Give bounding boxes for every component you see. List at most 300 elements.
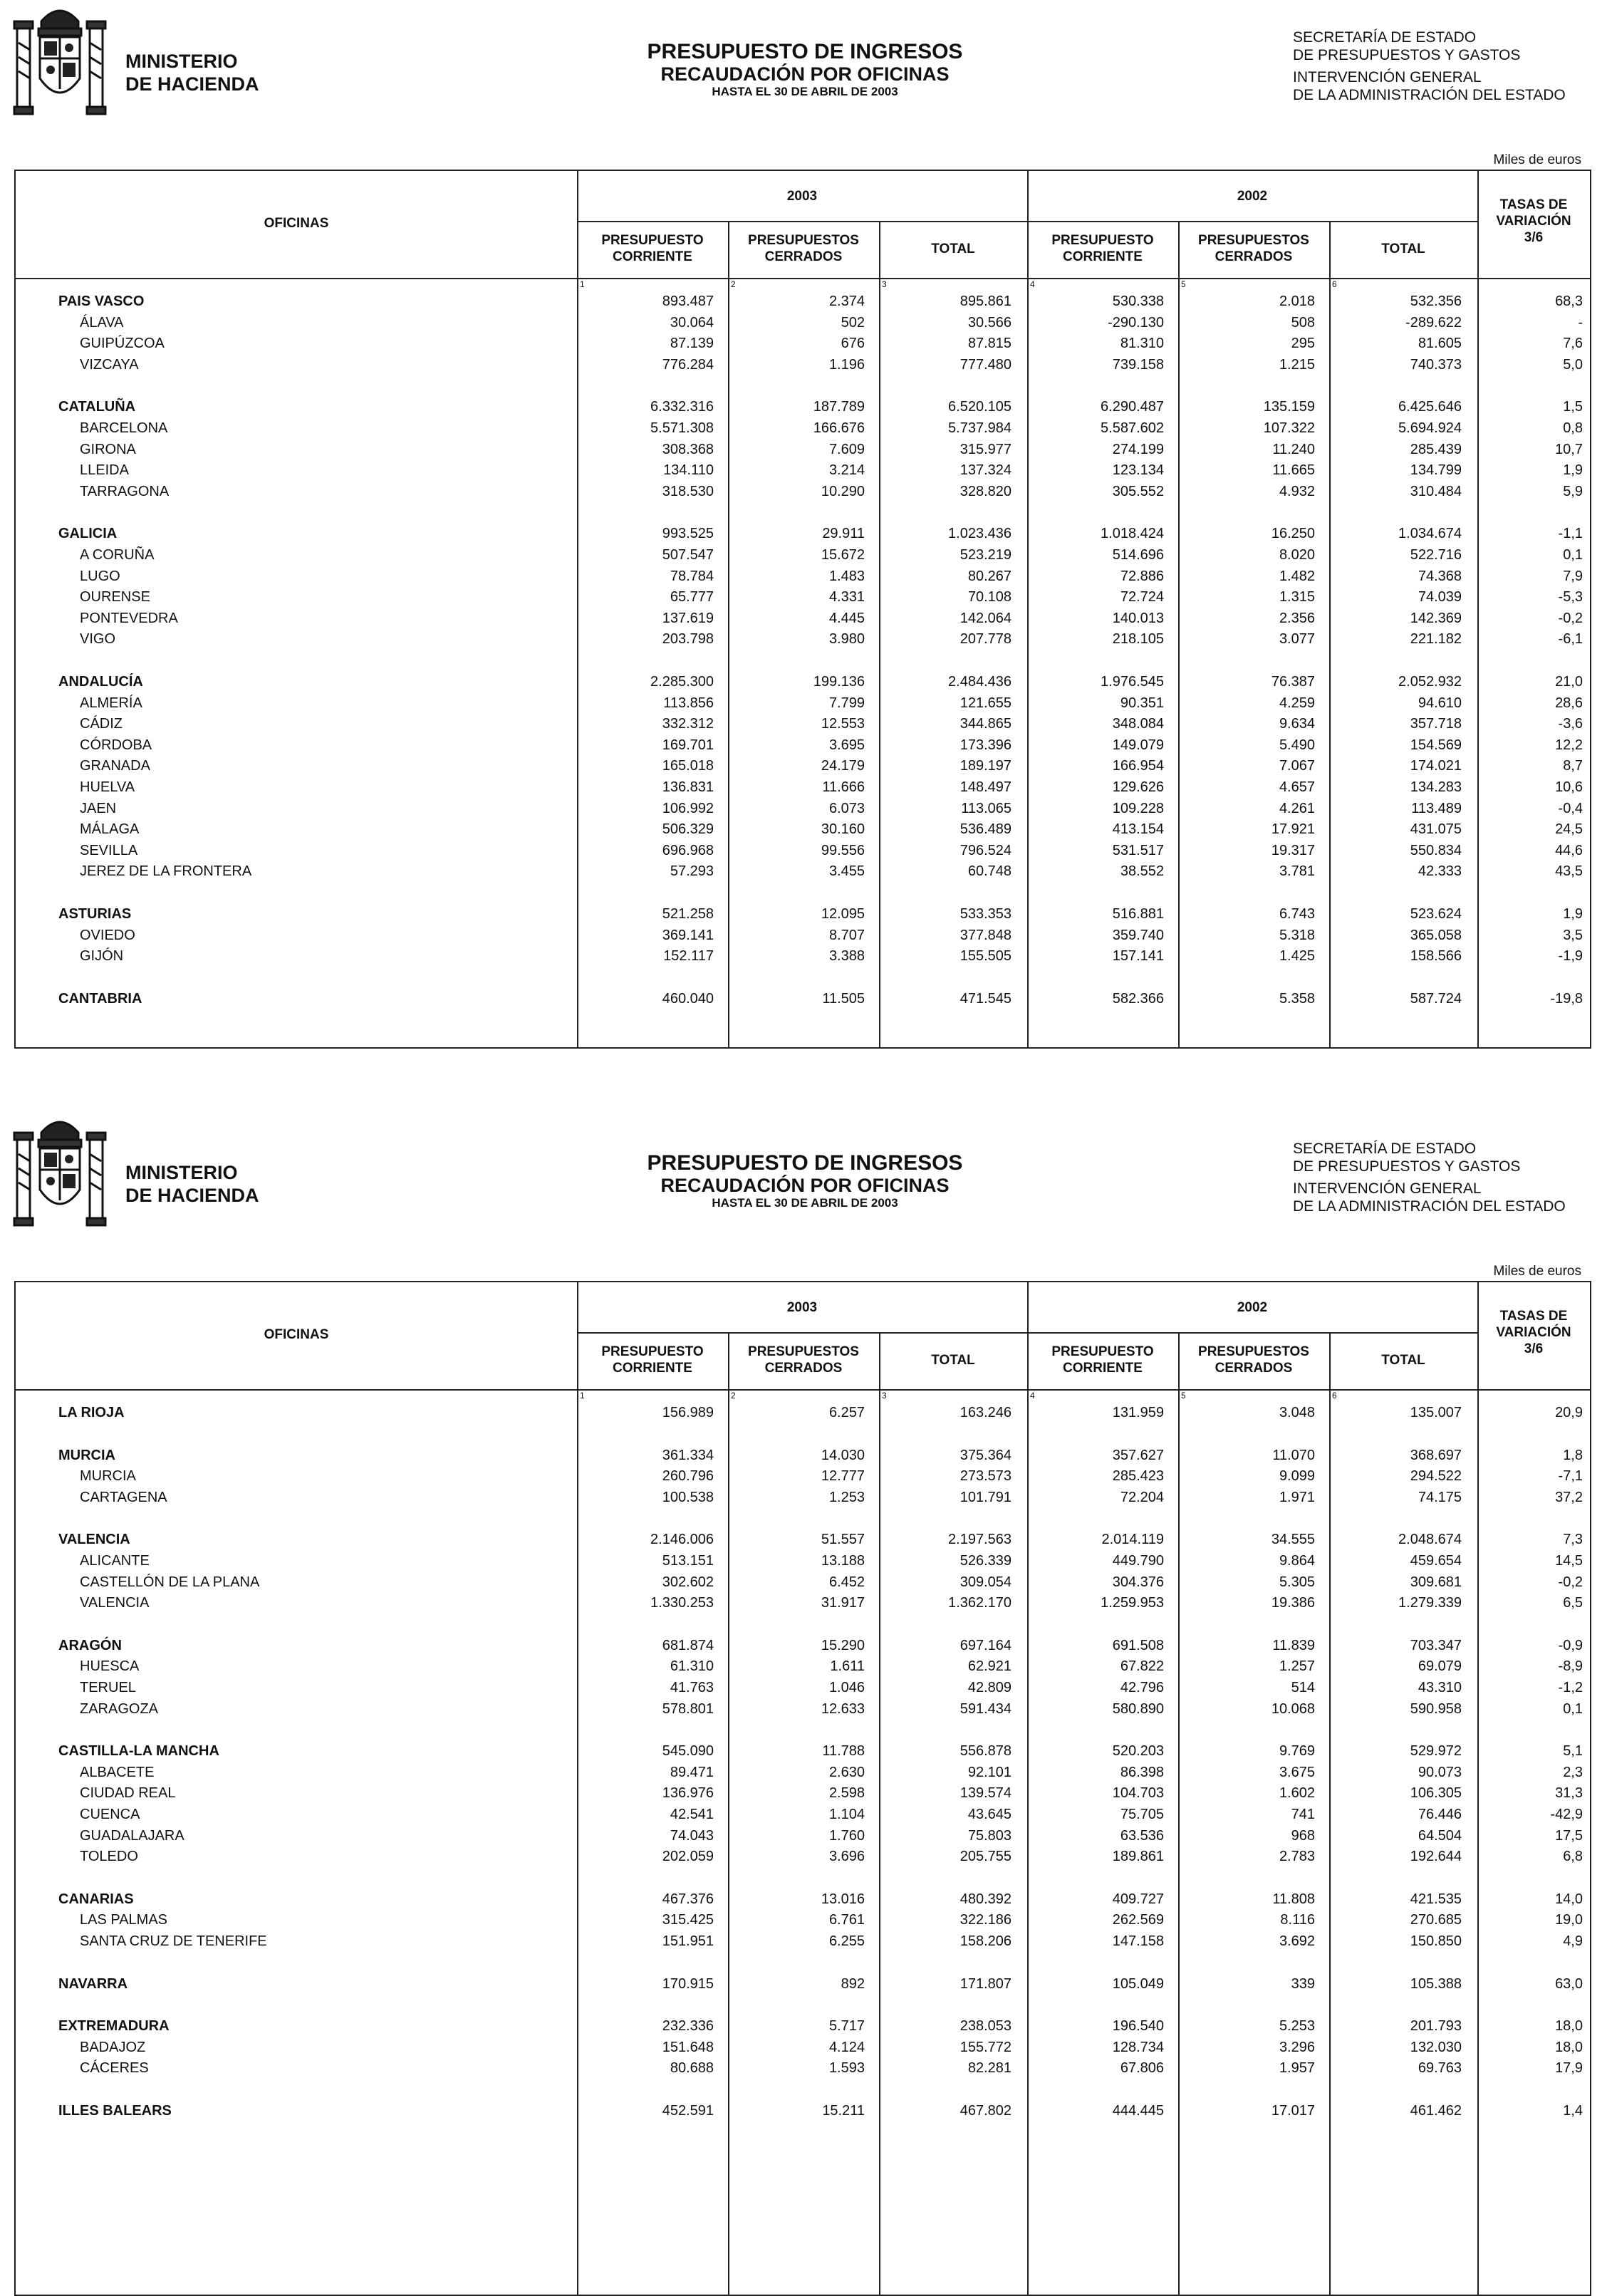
cell-col-1: 993.525 bbox=[662, 526, 714, 542]
cell-col-7: -1,1 bbox=[1558, 526, 1583, 542]
ministry-line-2: DE HACIENDA bbox=[125, 73, 259, 95]
cell-col-1: 521.258 bbox=[662, 906, 714, 922]
cell-col-2: 1.046 bbox=[828, 1680, 865, 1695]
col-header-total-current bbox=[879, 241, 1027, 257]
cell-col-5: 11.839 bbox=[1272, 1637, 1315, 1653]
office-row bbox=[16, 716, 1590, 737]
cell-col-1: 203.798 bbox=[662, 631, 714, 648]
cell-col-6: 522.716 bbox=[1410, 547, 1462, 563]
office-name: ALBACETE bbox=[80, 1764, 155, 1780]
cell-col-1: 134.110 bbox=[663, 462, 714, 479]
cell-col-4: 409.727 bbox=[1112, 1891, 1164, 1907]
cell-col-3: 205.755 bbox=[959, 1849, 1011, 1865]
cell-col-1: 2.146.006 bbox=[650, 1532, 714, 1548]
column-number: 3 bbox=[882, 279, 887, 289]
cell-col-2: 24.179 bbox=[821, 758, 865, 774]
cell-col-3: 523.219 bbox=[959, 547, 1011, 563]
cell-col-7: 5,1 bbox=[1563, 1743, 1583, 1760]
cell-col-3: 30.566 bbox=[967, 314, 1011, 331]
cell-col-2: 14.030 bbox=[821, 1447, 865, 1463]
cell-col-6: 310.484 bbox=[1410, 483, 1462, 499]
cell-col-6: 587.724 bbox=[1410, 990, 1462, 1007]
region-row bbox=[16, 1743, 1590, 1765]
region-row bbox=[16, 2103, 1590, 2124]
ministry-name bbox=[125, 1161, 259, 1207]
region-row bbox=[16, 1448, 1590, 1469]
cell-col-5: 5.358 bbox=[1279, 990, 1315, 1007]
cell-col-4: 63.536 bbox=[1120, 1827, 1164, 1844]
col-header-year-current: 2003 bbox=[786, 189, 818, 204]
rate-line-1: TASAS DE bbox=[1499, 1309, 1568, 1324]
office-name: MÁLAGA bbox=[80, 821, 140, 838]
cell-col-7: 31,3 bbox=[1555, 1785, 1583, 1802]
cell-col-3: 591.434 bbox=[959, 1700, 1011, 1717]
cell-col-2: 3.455 bbox=[828, 863, 865, 880]
page-header bbox=[0, 1111, 1607, 1240]
office-row bbox=[16, 1553, 1590, 1574]
cell-col-1: 776.284 bbox=[662, 356, 714, 373]
cell-col-6: 368.697 bbox=[1410, 1447, 1462, 1463]
cell-col-4: 520.203 bbox=[1112, 1743, 1164, 1760]
cell-col-6: 132.030 bbox=[1410, 2039, 1462, 2055]
cell-col-2: 1.104 bbox=[828, 1807, 865, 1822]
ministry-name bbox=[125, 50, 259, 95]
col-header-year-current: 2003 bbox=[786, 1300, 818, 1315]
cell-col-5: 5.318 bbox=[1279, 927, 1315, 943]
cell-col-4: 157.141 bbox=[1112, 948, 1164, 965]
col-header-text: CERRADOS bbox=[764, 1361, 843, 1376]
cell-col-3: 273.573 bbox=[959, 1468, 1011, 1485]
cell-col-4: 104.703 bbox=[1112, 1785, 1164, 1802]
cell-col-1: 151.951 bbox=[662, 1933, 714, 1949]
cell-col-1: 5.571.308 bbox=[650, 420, 714, 436]
cell-col-5: 3.077 bbox=[1279, 631, 1315, 648]
cell-col-7: 1,4 bbox=[1563, 2103, 1583, 2119]
cell-col-3: 43.645 bbox=[967, 1807, 1011, 1822]
office-name: ALICANTE bbox=[80, 1553, 150, 1569]
cell-col-6: 94.610 bbox=[1418, 695, 1462, 711]
cell-col-1: 681.874 bbox=[662, 1637, 714, 1653]
cell-col-4: 123.134 bbox=[1112, 462, 1164, 479]
cell-col-3: 2.197.563 bbox=[948, 1532, 1011, 1548]
cell-col-4: -290.130 bbox=[1108, 314, 1164, 331]
cell-col-2: 187.789 bbox=[813, 399, 865, 415]
cell-col-4: 359.740 bbox=[1112, 927, 1164, 943]
office-name: MURCIA bbox=[80, 1468, 136, 1485]
cell-col-3: 80.267 bbox=[967, 568, 1011, 584]
rate-line-2: VARIACIÓN bbox=[1496, 214, 1571, 229]
cell-col-1: 152.117 bbox=[663, 948, 714, 965]
office-row bbox=[16, 1912, 1590, 1933]
office-name: VALENCIA bbox=[58, 1532, 130, 1548]
col-header-text: PRESUPUESTOS bbox=[1198, 1344, 1309, 1359]
cell-col-6: 64.504 bbox=[1418, 1827, 1462, 1844]
cell-col-3: 315.977 bbox=[959, 441, 1011, 457]
cell-col-7: 12,2 bbox=[1555, 737, 1583, 753]
cell-col-7: 2,3 bbox=[1563, 1764, 1583, 1780]
cell-col-2: 29.911 bbox=[822, 526, 865, 542]
cell-col-5: 11.808 bbox=[1272, 1891, 1315, 1907]
cell-col-7: 14,0 bbox=[1555, 1891, 1583, 1907]
issuing-office bbox=[1293, 28, 1566, 104]
rate-line-3: 3/6 bbox=[1524, 230, 1544, 245]
cell-col-5: 5.305 bbox=[1279, 1574, 1315, 1590]
cell-col-1: 65.777 bbox=[670, 589, 714, 606]
col-header-rate bbox=[1477, 1308, 1590, 1357]
cell-col-4: 6.290.487 bbox=[1101, 399, 1164, 415]
office-row bbox=[16, 1468, 1590, 1490]
cell-col-4: 530.338 bbox=[1112, 294, 1164, 309]
cell-col-6: 2.052.932 bbox=[1398, 674, 1462, 690]
cell-col-3: 62.921 bbox=[967, 1658, 1011, 1675]
office-name: PONTEVEDRA bbox=[80, 610, 178, 626]
cell-col-1: 332.312 bbox=[662, 716, 714, 732]
cell-col-4: 140.013 bbox=[1112, 610, 1164, 626]
office-name: BARCELONA bbox=[80, 420, 168, 436]
office-row bbox=[16, 801, 1590, 822]
cell-col-1: 260.796 bbox=[662, 1468, 714, 1485]
cell-col-2: 11.788 bbox=[822, 1743, 865, 1760]
cell-col-6: 90.073 bbox=[1418, 1764, 1462, 1780]
col-header-text: CORRIENTE bbox=[1063, 1361, 1143, 1376]
cell-col-5: 1.257 bbox=[1279, 1658, 1315, 1675]
column-number: 1 bbox=[580, 1391, 585, 1401]
cell-col-6: 201.793 bbox=[1410, 2018, 1462, 2035]
office-row bbox=[16, 821, 1590, 843]
cell-col-6: 135.007 bbox=[1410, 1405, 1462, 1420]
office-row bbox=[16, 357, 1590, 378]
cell-col-5: 295 bbox=[1291, 336, 1315, 352]
cell-col-2: 12.095 bbox=[821, 906, 865, 922]
cell-col-5: 11.240 bbox=[1272, 441, 1315, 457]
cell-col-7: -6,1 bbox=[1558, 631, 1583, 648]
office-row bbox=[16, 484, 1590, 505]
cell-col-3: 189.197 bbox=[959, 758, 1011, 774]
column-number: 5 bbox=[1181, 1391, 1186, 1401]
col-header-presupuesto-corriente-current bbox=[577, 1344, 728, 1376]
cell-col-7: 8,7 bbox=[1563, 758, 1583, 774]
cell-col-6: 740.373 bbox=[1410, 356, 1462, 373]
coat-of-arms-icon bbox=[13, 1111, 107, 1232]
cell-col-3: 173.396 bbox=[959, 737, 1011, 753]
cell-col-7: -1,9 bbox=[1558, 948, 1583, 965]
cell-col-5: 107.322 bbox=[1263, 420, 1315, 436]
office-row bbox=[16, 1490, 1590, 1511]
cell-col-4: 5.587.602 bbox=[1101, 420, 1164, 436]
cell-col-7: 0,1 bbox=[1563, 1700, 1583, 1717]
office-row bbox=[16, 1933, 1590, 1955]
cell-col-2: 3.696 bbox=[828, 1849, 865, 1865]
office-row bbox=[16, 315, 1590, 336]
col-header-year-previous: 2002 bbox=[1237, 189, 1268, 204]
cell-col-1: 545.090 bbox=[662, 1743, 714, 1760]
cell-col-1: 30.064 bbox=[670, 314, 714, 331]
cell-col-3: 533.353 bbox=[959, 906, 1011, 922]
col-header-presupuesto-corriente-previous bbox=[1027, 1344, 1178, 1376]
cell-col-3: 467.802 bbox=[959, 2103, 1011, 2119]
cell-col-1: 113.856 bbox=[663, 695, 714, 711]
cell-col-7: 44,6 bbox=[1555, 842, 1583, 858]
cell-col-3: 526.339 bbox=[959, 1553, 1011, 1569]
cell-col-2: 3.214 bbox=[828, 462, 865, 479]
column-number: 4 bbox=[1030, 1391, 1035, 1401]
col-header-text: TOTAL bbox=[931, 1353, 975, 1368]
col-header-presupuestos-cerrados-previous bbox=[1178, 232, 1329, 265]
cell-col-6: 1.034.674 bbox=[1398, 526, 1462, 542]
cell-col-4: 516.881 bbox=[1112, 906, 1164, 922]
cell-col-3: 471.545 bbox=[959, 990, 1011, 1007]
cell-col-5: 5.253 bbox=[1279, 2018, 1315, 2035]
cell-col-6: 2.048.674 bbox=[1398, 1532, 1462, 1548]
office-line-1: SECRETARÍA DE ESTADO bbox=[1293, 1141, 1477, 1157]
column-number: 2 bbox=[731, 1391, 736, 1401]
cell-col-5: 6.743 bbox=[1279, 906, 1315, 922]
cell-col-5: 2.356 bbox=[1279, 610, 1315, 626]
cell-col-5: 16.250 bbox=[1271, 526, 1315, 542]
cell-col-2: 10.290 bbox=[821, 483, 865, 499]
cell-col-1: 169.701 bbox=[662, 737, 714, 753]
office-row bbox=[16, 420, 1590, 442]
cell-col-7: 5,9 bbox=[1563, 483, 1583, 499]
cell-col-3: 375.364 bbox=[959, 1447, 1011, 1463]
cell-col-7: -42,9 bbox=[1550, 1807, 1583, 1822]
cell-col-7: -0,4 bbox=[1558, 800, 1583, 816]
cell-col-3: 75.803 bbox=[967, 1827, 1011, 1844]
office-row bbox=[16, 737, 1590, 759]
column-number: 4 bbox=[1030, 279, 1035, 289]
cell-col-2: 6.761 bbox=[828, 1912, 865, 1928]
ministry-line-2: DE HACIENDA bbox=[125, 1185, 259, 1206]
cell-col-5: 1.957 bbox=[1279, 2060, 1315, 2077]
cell-col-4: 105.049 bbox=[1112, 1975, 1164, 1992]
cell-col-7: 5,0 bbox=[1563, 356, 1583, 373]
cell-col-1: 6.332.316 bbox=[650, 399, 714, 415]
office-name: HUESCA bbox=[80, 1658, 140, 1675]
cell-col-4: 357.627 bbox=[1112, 1447, 1164, 1463]
cell-col-3: 70.108 bbox=[967, 589, 1011, 606]
cell-col-3: 163.246 bbox=[959, 1405, 1011, 1420]
cell-col-6: 42.333 bbox=[1418, 863, 1462, 880]
cell-col-4: 580.890 bbox=[1112, 1700, 1164, 1717]
cell-col-4: 582.366 bbox=[1112, 990, 1164, 1007]
cell-col-4: 739.158 bbox=[1112, 356, 1164, 373]
cell-col-7: 14,5 bbox=[1555, 1553, 1583, 1569]
office-name: CATALUÑA bbox=[58, 399, 136, 415]
cell-col-5: 4.657 bbox=[1279, 779, 1315, 795]
cell-col-4: 67.806 bbox=[1120, 2060, 1164, 2077]
cell-col-4: 90.351 bbox=[1120, 695, 1164, 711]
cell-col-5: 1.315 bbox=[1279, 589, 1315, 606]
cell-col-6: 134.283 bbox=[1410, 779, 1462, 795]
cell-col-5: 4.932 bbox=[1279, 483, 1315, 499]
cell-col-7: 10,7 bbox=[1555, 441, 1583, 457]
office-row bbox=[16, 547, 1590, 568]
office-row bbox=[16, 928, 1590, 949]
cell-col-3: 121.655 bbox=[959, 695, 1011, 711]
cell-col-1: 452.591 bbox=[662, 2103, 714, 2119]
cell-col-7: -1,2 bbox=[1558, 1680, 1583, 1695]
cell-col-1: 578.801 bbox=[662, 1700, 714, 1717]
cell-col-3: 777.480 bbox=[959, 356, 1011, 373]
cell-col-3: 536.489 bbox=[959, 821, 1011, 838]
cell-col-6: 221.182 bbox=[1410, 631, 1462, 648]
cell-col-3: 480.392 bbox=[959, 1891, 1011, 1907]
office-name: LLEIDA bbox=[80, 462, 129, 479]
cell-col-2: 4.445 bbox=[828, 610, 865, 626]
cell-col-3: 238.053 bbox=[959, 2018, 1011, 2035]
cell-col-4: 166.954 bbox=[1112, 758, 1164, 774]
cell-col-7: -5,3 bbox=[1558, 589, 1583, 606]
cell-col-5: 11.070 bbox=[1272, 1447, 1315, 1463]
cell-col-4: 42.796 bbox=[1120, 1680, 1164, 1695]
title-line-2: RECAUDACIÓN POR OFICINAS bbox=[660, 1175, 950, 1196]
units-label: Miles de euros bbox=[1493, 1264, 1581, 1279]
cell-col-5: 17.921 bbox=[1271, 821, 1315, 838]
cell-col-2: 199.136 bbox=[813, 674, 865, 690]
page-header bbox=[0, 0, 1607, 128]
report-title bbox=[570, 40, 1040, 100]
cell-col-3: 139.574 bbox=[959, 1785, 1011, 1802]
office-row bbox=[16, 758, 1590, 779]
cell-col-6: 74.039 bbox=[1418, 589, 1462, 606]
cell-col-5: 3.692 bbox=[1279, 1933, 1315, 1949]
col-header-total-current bbox=[879, 1352, 1027, 1368]
cell-col-6: 150.850 bbox=[1410, 1933, 1462, 1949]
col-header-text: CERRADOS bbox=[1215, 1361, 1293, 1376]
office-line-3: INTERVENCIÓN GENERAL bbox=[1293, 1180, 1482, 1197]
cell-col-7: 7,9 bbox=[1563, 568, 1583, 584]
cell-col-3: 6.520.105 bbox=[948, 399, 1011, 415]
cell-col-3: 137.324 bbox=[959, 462, 1011, 479]
column-number: 5 bbox=[1181, 279, 1186, 289]
cell-col-7: 4,9 bbox=[1563, 1933, 1583, 1949]
cell-col-6: 105.388 bbox=[1410, 1975, 1462, 1992]
office-row bbox=[16, 589, 1590, 611]
cell-col-5: 8.020 bbox=[1279, 547, 1315, 563]
office-row bbox=[16, 462, 1590, 484]
cell-col-6: 703.347 bbox=[1410, 1637, 1462, 1653]
office-name: ARAGÓN bbox=[58, 1637, 122, 1653]
cell-col-7: -8,9 bbox=[1558, 1658, 1583, 1675]
cell-col-7: 18,0 bbox=[1555, 2018, 1583, 2035]
cell-col-3: 82.281 bbox=[967, 2060, 1011, 2077]
cell-col-6: 74.175 bbox=[1418, 1489, 1462, 1505]
cell-col-5: 3.781 bbox=[1279, 863, 1315, 880]
cell-col-6: 6.425.646 bbox=[1398, 399, 1462, 415]
cell-col-4: 285.423 bbox=[1112, 1468, 1164, 1485]
cell-col-5: 508 bbox=[1291, 314, 1315, 331]
cell-col-7: -0,9 bbox=[1558, 1637, 1583, 1653]
cell-col-2: 166.676 bbox=[813, 420, 865, 436]
office-row bbox=[16, 1785, 1590, 1807]
cell-col-3: 148.497 bbox=[959, 779, 1011, 795]
office-row bbox=[16, 1574, 1590, 1596]
cell-col-3: 1.023.436 bbox=[948, 526, 1011, 542]
cell-col-2: 2.630 bbox=[828, 1764, 865, 1780]
cell-col-4: 1.018.424 bbox=[1101, 526, 1164, 542]
office-name: CASTELLÓN DE LA PLANA bbox=[80, 1574, 260, 1590]
cell-col-2: 11.666 bbox=[822, 779, 865, 795]
cell-col-1: 156.989 bbox=[662, 1405, 714, 1420]
cell-col-1: 308.368 bbox=[662, 441, 714, 457]
cell-col-2: 15.211 bbox=[822, 2103, 865, 2119]
cell-col-4: 196.540 bbox=[1112, 2018, 1164, 2035]
cell-col-1: 42.541 bbox=[670, 1807, 714, 1822]
cell-col-1: 202.059 bbox=[662, 1849, 714, 1865]
cell-col-6: 81.605 bbox=[1418, 336, 1462, 352]
office-name: CIUDAD REAL bbox=[80, 1785, 176, 1802]
col-header-text: PRESUPUESTO bbox=[601, 233, 704, 248]
cell-col-4: 274.199 bbox=[1112, 441, 1164, 457]
col-header-presupuesto-corriente-current bbox=[577, 232, 728, 265]
cell-col-7: -19,8 bbox=[1550, 990, 1583, 1007]
cell-col-1: 361.334 bbox=[662, 1447, 714, 1463]
cell-col-5: 9.864 bbox=[1279, 1553, 1315, 1569]
column-number: 6 bbox=[1332, 1391, 1337, 1401]
cell-col-7: 7,3 bbox=[1563, 1532, 1583, 1548]
cell-col-2: 31.917 bbox=[821, 1595, 865, 1611]
office-name: PAIS VASCO bbox=[58, 294, 145, 309]
col-header-presupuestos-cerrados-current bbox=[728, 232, 879, 265]
cell-col-7: -0,2 bbox=[1558, 610, 1583, 626]
col-header-text: CERRADOS bbox=[764, 249, 843, 264]
cell-col-7: 17,9 bbox=[1555, 2060, 1583, 2077]
col-header-text: PRESUPUESTOS bbox=[748, 1344, 859, 1359]
cell-col-4: 72.204 bbox=[1120, 1489, 1164, 1505]
cell-col-6: 590.958 bbox=[1410, 1700, 1462, 1717]
cell-col-4: 218.105 bbox=[1112, 631, 1164, 648]
office-name: CANTABRIA bbox=[58, 990, 142, 1007]
office-row bbox=[16, 1828, 1590, 1849]
cell-col-1: 80.688 bbox=[670, 2060, 714, 2077]
cell-col-4: 86.398 bbox=[1120, 1764, 1164, 1780]
cell-col-7: 18,0 bbox=[1555, 2039, 1583, 2055]
cell-col-1: 467.376 bbox=[662, 1891, 714, 1907]
cell-col-4: 413.154 bbox=[1112, 821, 1164, 838]
cell-col-3: 113.065 bbox=[961, 800, 1011, 816]
cell-col-5: 135.159 bbox=[1263, 399, 1315, 415]
cell-col-4: 531.517 bbox=[1112, 842, 1164, 858]
cell-col-1: 100.538 bbox=[662, 1489, 714, 1505]
office-name: GUADALAJARA bbox=[80, 1827, 184, 1844]
cell-col-3: 377.848 bbox=[959, 927, 1011, 943]
cell-col-3: 895.861 bbox=[959, 294, 1011, 309]
cell-col-3: 42.809 bbox=[967, 1680, 1011, 1695]
office-name: GIJÓN bbox=[80, 948, 124, 965]
cell-col-3: 5.737.984 bbox=[948, 420, 1011, 436]
report-title bbox=[570, 1151, 1040, 1211]
cell-col-6: 74.368 bbox=[1418, 568, 1462, 584]
rate-line-3: 3/6 bbox=[1524, 1341, 1544, 1356]
cell-col-3: 87.815 bbox=[967, 336, 1011, 352]
office-row bbox=[16, 2040, 1590, 2061]
cell-col-2: 1.593 bbox=[828, 2060, 865, 2077]
rate-line-1: TASAS DE bbox=[1499, 197, 1568, 212]
cell-col-4: 2.014.119 bbox=[1101, 1532, 1164, 1548]
cell-col-2: 2.598 bbox=[828, 1785, 865, 1802]
cell-col-2: 7.799 bbox=[828, 695, 865, 711]
office-name: CUENCA bbox=[80, 1807, 140, 1822]
cell-col-6: 421.535 bbox=[1410, 1891, 1462, 1907]
cell-col-4: 514.696 bbox=[1112, 547, 1164, 563]
cell-col-5: 1.215 bbox=[1279, 356, 1315, 373]
cell-col-1: 87.139 bbox=[670, 336, 714, 352]
office-line-3: INTERVENCIÓN GENERAL bbox=[1293, 69, 1482, 85]
cell-col-4: 72.724 bbox=[1120, 589, 1164, 606]
cell-col-7: 28,6 bbox=[1555, 695, 1583, 711]
cell-col-7: 10,6 bbox=[1555, 779, 1583, 795]
region-row bbox=[16, 1976, 1590, 1998]
